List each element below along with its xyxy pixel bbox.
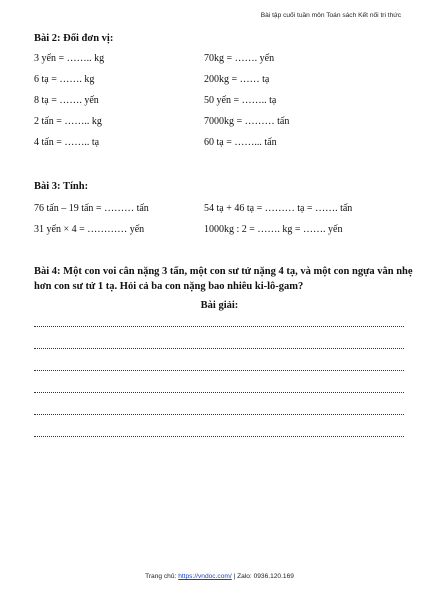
exercise-2-row <box>34 95 414 109</box>
exercise-2-left: 8 tạ = ……. yến <box>34 95 99 106</box>
exercise-2-right: 50 yến = …….. tạ <box>204 95 277 106</box>
exercise-2-left: 4 tấn = …….. tạ <box>34 137 100 148</box>
exercise-2-left: 6 tạ = ……. kg <box>34 74 95 85</box>
exercise-3-row <box>34 203 414 217</box>
exercise-2-row <box>34 137 414 151</box>
exercise-2-row <box>34 116 414 130</box>
exercise-2-right: 7000kg = ……… tấn <box>204 116 290 127</box>
answer-line <box>34 388 404 393</box>
exercise-4-question: Bài 4: Một con voi cân nặng 3 tấn, một con sư tử nặng 4 tạ, và một con ngựa vằn nhẹ hơn con sư tử 1 tạ. Hỏi cả ba con nặng bao nhiêu ki-lô-gam? <box>34 266 413 292</box>
exercise-3-left: 76 tấn – 19 tấn = ……… tấn <box>34 203 149 214</box>
answer-line <box>34 432 404 437</box>
exercise-2-row <box>34 74 414 88</box>
exercise-3-row <box>34 224 414 238</box>
footer-suffix: | Zalo: 0936.120.169 <box>231 573 294 580</box>
exercise-2-left: 3 yến = …….. kg <box>34 53 105 64</box>
exercise-3-right: 1000kg : 2 = ……. kg = ……. yến <box>204 224 343 235</box>
exercise-3-right: 54 tạ + 46 tạ = ……… tạ = ……. tấn <box>204 203 353 214</box>
footer-prefix: Trang chủ: <box>145 573 179 580</box>
answer-line <box>34 366 404 371</box>
exercise-3-title: Bài 3: Tính: <box>34 181 89 192</box>
page-footer <box>0 573 439 580</box>
answer-line <box>34 410 404 415</box>
exercise-2-row <box>34 53 414 67</box>
exercise-2-title: Bài 2: Đổi đơn vị: <box>34 33 114 44</box>
exercise-2-right: 200kg = …… tạ <box>204 74 270 85</box>
answer-line <box>34 344 404 349</box>
exercise-3-left: 31 yến × 4 = ………… yến <box>34 224 145 235</box>
exercise-2-right: 60 tạ = ……... tấn <box>204 137 277 148</box>
exercise-2-right: 70kg = ……. yến <box>204 53 275 64</box>
page-header: Bài tập cuối tuần môn Toán sách Kết nối tri thức <box>260 12 401 19</box>
solution-label: Bài giải: <box>200 300 239 311</box>
homepage-link[interactable]: https://vndoc.com/ <box>178 573 232 580</box>
exercise-2-left: 2 tấn = …….. kg <box>34 116 102 127</box>
answer-line <box>34 322 404 327</box>
